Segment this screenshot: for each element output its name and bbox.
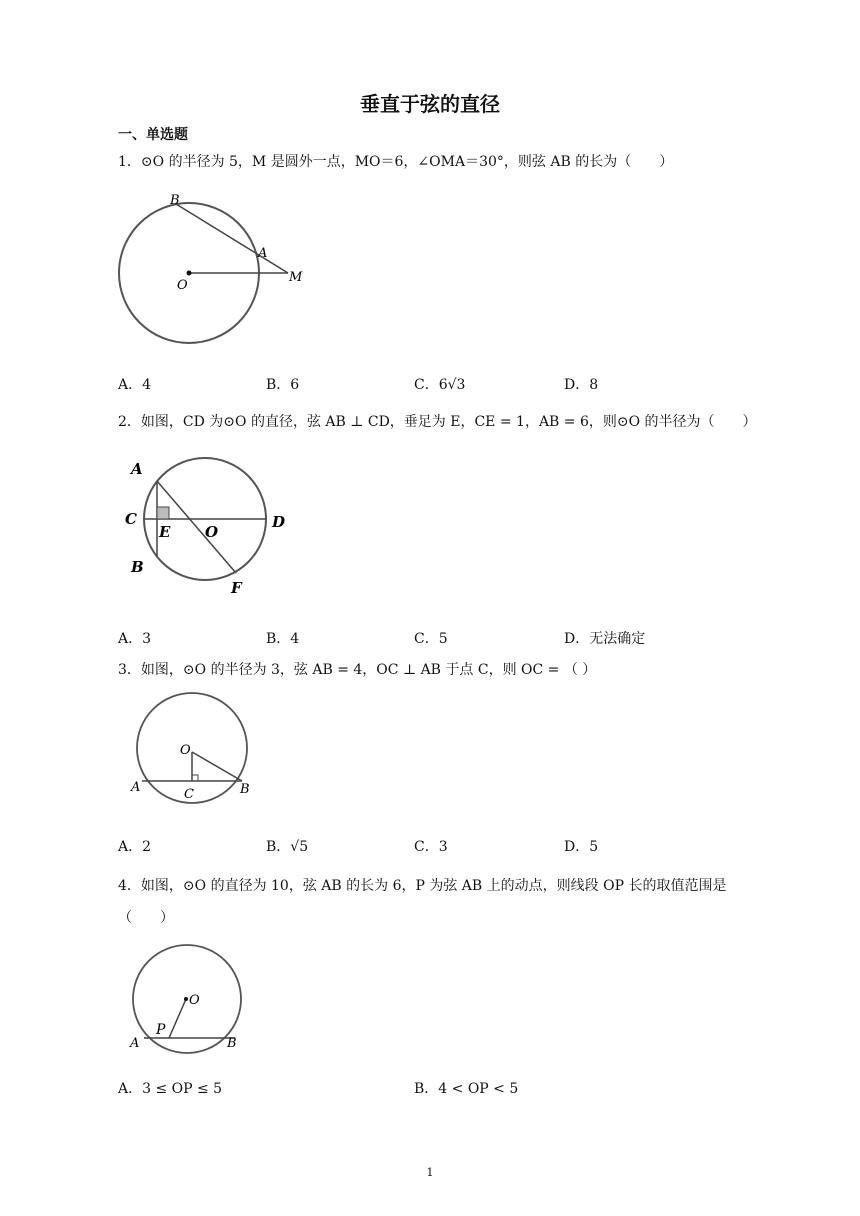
label-c: C bbox=[125, 510, 137, 528]
question-2-option-b: B．4 bbox=[266, 631, 300, 647]
question-3-figure bbox=[126, 692, 262, 804]
question-4-stem-continued: （ ） bbox=[118, 910, 174, 926]
segment-bm bbox=[176, 204, 288, 273]
question-3-stem: 3．如图，⊙O 的半径为 3，弦 AB = 4，OC ⊥ AB 于点 C，则 OC = （ ） bbox=[118, 662, 597, 678]
label-o: O bbox=[177, 278, 188, 293]
question-2-stem: 2．如图，CD 为⊙O 的直径，弦 AB ⊥ CD，垂足为 E，CE = 1，AB = 6，则⊙O 的半径为（ ） bbox=[118, 414, 757, 430]
question-2-figure bbox=[118, 448, 308, 600]
question-1-option-c: C．6√3 bbox=[414, 377, 466, 393]
document-title: 垂直于弦的直径 bbox=[360, 92, 500, 116]
question-3-option-a: A．2 bbox=[118, 839, 152, 855]
question-3-option-b: B．√5 bbox=[266, 839, 309, 855]
question-2-option-d: D．无法确定 bbox=[564, 631, 646, 647]
right-angle-mark bbox=[157, 507, 169, 519]
label-a: A bbox=[131, 780, 141, 795]
right-angle-mark bbox=[192, 775, 198, 781]
question-4-option-b: B．4 < OP < 5 bbox=[414, 1081, 519, 1097]
segment-op bbox=[169, 999, 186, 1038]
label-o: O bbox=[180, 743, 191, 758]
label-b: B bbox=[170, 193, 180, 208]
label-m: M bbox=[289, 270, 303, 285]
label-b: B bbox=[131, 558, 144, 576]
question-4-figure bbox=[124, 944, 254, 1056]
section-heading: 一、单选题 bbox=[118, 127, 188, 143]
center-point bbox=[184, 997, 188, 1001]
center-point bbox=[187, 271, 192, 276]
question-1-option-a: A．4 bbox=[118, 377, 152, 393]
question-1-stem: 1．⊙O 的半径为 5，M 是圆外一点，MO＝6，∠OMA＝30°，则弦 AB 的长为（ ） bbox=[118, 154, 674, 170]
label-o: O bbox=[189, 993, 200, 1008]
label-d: D bbox=[272, 513, 286, 531]
question-4-stem: 4．如图，⊙O 的直径为 10，弦 AB 的长为 6，P 为弦 AB 上的动点，则线段 OP 长的取值范围是 bbox=[118, 878, 727, 894]
question-3-option-c: C．3 bbox=[414, 839, 448, 855]
question-2-option-c: C．5 bbox=[414, 631, 448, 647]
label-c: C bbox=[184, 787, 194, 802]
label-a: A bbox=[258, 246, 268, 261]
label-p: P bbox=[156, 1022, 166, 1038]
label-f: F bbox=[231, 579, 242, 597]
label-a: A bbox=[130, 1036, 140, 1051]
segment-ob bbox=[192, 752, 242, 781]
question-1-option-b: B．6 bbox=[266, 377, 300, 393]
label-b: B bbox=[240, 782, 250, 797]
question-1-figure bbox=[110, 188, 330, 358]
question-2-option-a: A．3 bbox=[118, 631, 152, 647]
question-1-option-d: D．8 bbox=[564, 377, 599, 393]
label-a: A bbox=[131, 460, 143, 478]
label-o: O bbox=[205, 523, 219, 541]
label-e: E bbox=[159, 523, 171, 541]
question-4-option-a: A．3 ≤ OP ≤ 5 bbox=[118, 1081, 223, 1097]
page-number: 1 bbox=[426, 1166, 434, 1179]
question-3-option-d: D．5 bbox=[564, 839, 599, 855]
label-b: B bbox=[227, 1036, 237, 1051]
